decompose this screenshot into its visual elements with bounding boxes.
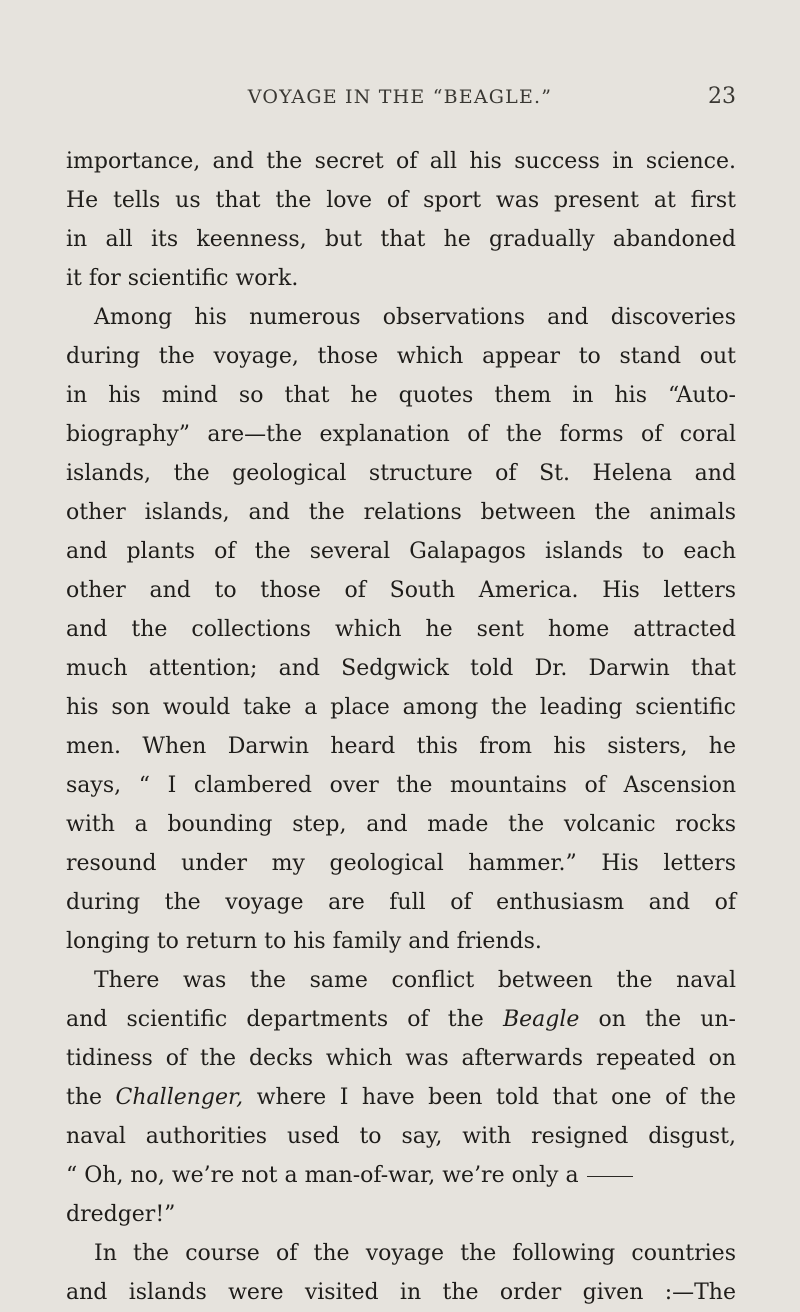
text-line: In the course of the voyage the following countries	[94, 1241, 736, 1266]
text-line: islands, the geological structure of St. Helena and	[66, 461, 736, 486]
ship-name-challenger: Challenger,	[115, 1085, 244, 1110]
text-line: tidiness of the decks which was afterwards repeated on	[66, 1046, 736, 1071]
text-segment: the	[66, 1085, 103, 1110]
running-title: VOYAGE IN THE “BEAGLE.”	[247, 86, 553, 108]
text-line: dredger!”	[66, 1202, 176, 1227]
text-line: resound under my geological hammer.” His letters	[66, 851, 736, 876]
text-line: Among his numerous observations and discoveries	[94, 305, 736, 330]
text-line: men. When Darwin heard this from his sisters, he	[66, 734, 736, 759]
text-line: and plants of the several Galapagos islands to each	[66, 539, 736, 564]
text-line: in all its keenness, but that he gradually abandoned	[66, 227, 736, 252]
text-line: He tells us that the love of sport was present at first	[66, 188, 736, 213]
text-line	[66, 1156, 736, 1195]
text-line: other and to those of South America. His letters	[66, 578, 736, 603]
text-line: biography” are—the explanation of the forms of coral	[66, 422, 736, 447]
text-line: naval authorities used to say, with resigned disgust,	[66, 1124, 736, 1149]
text-line: and the collections which he sent home attracted	[66, 617, 736, 642]
text-line: importance, and the secret of all his success in science.	[66, 149, 736, 174]
text-segment: “ Oh, no, we’re not a man-of-war, we’re only a	[66, 1163, 579, 1188]
text-segment: where I have been told that one of the	[256, 1085, 736, 1110]
text-line: during the voyage, those which appear to stand out	[66, 344, 736, 369]
text-segment: on the un-	[598, 1007, 736, 1032]
body-text	[66, 142, 736, 1312]
text-line: during the voyage are full of enthusiasm and of	[66, 890, 736, 915]
text-line: in his mind so that he quotes them in his “Auto-	[66, 383, 736, 408]
page-number: 23	[708, 84, 736, 109]
running-head	[66, 86, 734, 116]
text-line	[66, 1078, 736, 1117]
ship-name-beagle: Beagle	[502, 1007, 580, 1032]
text-line: says, “ I clambered over the mountains of Ascension	[66, 773, 736, 798]
text-line: much attention; and Sedgwick told Dr. Darwin that	[66, 656, 736, 681]
text-line: and islands were visited in the order given :—The	[66, 1280, 736, 1305]
text-line	[66, 1000, 736, 1039]
text-line: There was the same conflict between the naval	[94, 968, 736, 993]
text-line: it for scientific work.	[66, 266, 299, 291]
text-line: with a bounding step, and made the volcanic rocks	[66, 812, 736, 837]
em-dash-rule	[587, 1176, 633, 1177]
text-line: longing to return to his family and friends.	[66, 929, 542, 954]
text-line: his son would take a place among the leading scientific	[66, 695, 736, 720]
text-segment: and scientific departments of the	[66, 1007, 484, 1032]
text-line: other islands, and the relations between the animals	[66, 500, 736, 525]
